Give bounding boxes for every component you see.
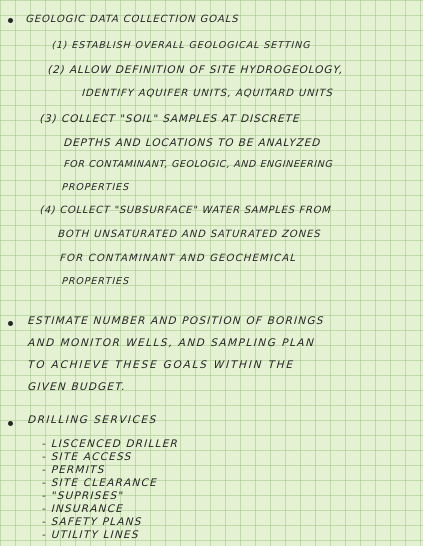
list-item: - LISCENCED DRILLER — [41, 438, 180, 450]
note-line: PROPERTIES — [61, 276, 131, 287]
list-item: - UTILITY LINES — [41, 529, 140, 541]
list-item: - SITE ACCESS — [41, 451, 133, 463]
note-line: IDENTIFY AQUIFER UNITS, AQUITARD UNITS — [81, 88, 334, 99]
note-line: FOR CONTAMINANT, GEOLOGIC, AND ENGINEERING — [63, 159, 334, 170]
note-line: (1) ESTABLISH OVERALL GEOLOGICAL SETTING — [51, 40, 312, 51]
note-line: (4) COLLECT "SUBSURFACE" WATER SAMPLES FROM — [39, 205, 332, 216]
note-line: DEPTHS AND LOCATIONS TO BE ANALYZED — [63, 137, 322, 149]
note-line: AND MONITOR WELLS, AND SAMPLING PLAN — [27, 337, 316, 349]
note-line: FOR CONTAMINANT AND GEOCHEMICAL — [59, 253, 298, 264]
note-line: (3) COLLECT "SOIL" SAMPLES AT DISCRETE — [39, 113, 301, 125]
note-line: GIVEN BUDGET. — [27, 381, 127, 393]
note-line: (2) ALLOW DEFINITION OF SITE HYDROGEOLOGY, — [47, 64, 344, 76]
list-item: - INSURANCE — [41, 503, 125, 515]
section-heading: DRILLING SERVICES — [27, 414, 159, 426]
note-line: ESTIMATE NUMBER AND POSITION OF BORINGS — [27, 315, 325, 327]
list-item: - SAFETY PLANS — [41, 516, 143, 528]
list-item: - "SUPRISES" — [41, 490, 125, 502]
bullet-point — [8, 321, 13, 326]
section-heading: GEOLOGIC DATA COLLECTION GOALS — [25, 14, 240, 25]
note-line: BOTH UNSATURATED AND SATURATED ZONES — [57, 229, 322, 240]
list-item: - SITE CLEARANCE — [41, 477, 159, 489]
bullet-point — [8, 18, 13, 23]
note-line: TO ACHIEVE THESE GOALS WITHIN THE — [27, 359, 296, 371]
note-line: PROPERTIES — [61, 182, 131, 193]
list-item: - PERMITS — [41, 464, 106, 476]
bullet-point — [8, 421, 13, 426]
